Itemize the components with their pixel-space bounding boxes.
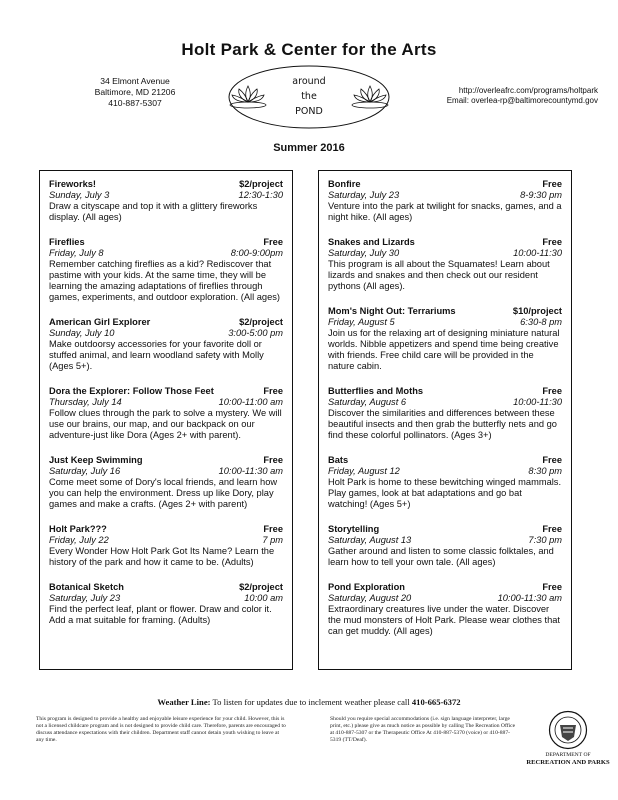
event-price: $2/project xyxy=(239,179,283,189)
department-line1: DEPARTMENT OF xyxy=(545,752,591,758)
event-item xyxy=(328,455,562,510)
event-description: Draw a cityscape and top it with a glittery fireworks display. (All ages) xyxy=(49,201,258,222)
event-date: Saturday, July 23 xyxy=(49,593,121,603)
contact-block xyxy=(447,86,598,106)
event-price: Free xyxy=(263,386,283,396)
event-description: Gather around and listen to some classic folktales, and learn how to tell your own tale. (All ages) xyxy=(328,546,554,567)
event-time: 10:00-11:00 am xyxy=(218,397,283,407)
department-name xyxy=(520,752,616,766)
event-description: Remember catching fireflies as a kid? Rediscover that pastime with your kids. At the same time, they will be learning the amazing adaptations of fireflies through games, experiments, and outdoor exploration. (All ages) xyxy=(49,259,280,302)
logo-text-around: around xyxy=(292,76,326,87)
event-time: 8:00-9:00pm xyxy=(230,248,283,258)
event-item xyxy=(49,524,283,568)
weather-label: Weather Line: xyxy=(157,697,211,707)
event-item xyxy=(328,237,562,292)
event-date: Friday, July 8 xyxy=(49,248,104,258)
around-the-pond-logo xyxy=(226,64,392,130)
event-date: Saturday, August 13 xyxy=(328,535,412,545)
event-description: Make outdoorsy accessories for your favorite doll or stuffed animal, and learn woodland safety with Molly (Ages 5+). xyxy=(49,339,264,371)
event-time: 10:00-11:30 am xyxy=(497,593,562,603)
event-date: Saturday, July 16 xyxy=(49,466,121,476)
event-price: $2/project xyxy=(239,582,283,592)
logo-text-the: the xyxy=(301,91,317,102)
event-description: Discover the similarities and differences between these beautiful insects and then grab the butterfly nets and go find these colorful pollinators. (Ages 3+) xyxy=(328,408,557,440)
event-description: Holt Park is home to these bewitching winged mammals. Play games, look at bat adaptations and go bat watching! (Ages 5+) xyxy=(328,477,562,509)
event-time: 7 pm xyxy=(262,535,283,545)
event-date: Thursday, July 14 xyxy=(49,397,122,407)
event-date: Saturday, August 6 xyxy=(328,397,407,407)
event-price: $2/project xyxy=(239,317,283,327)
event-title: Dora the Explorer: Follow Those Feet xyxy=(49,386,214,396)
weather-phone: 410-665-6372 xyxy=(411,697,461,707)
event-description: Find the perfect leaf, plant or flower. Draw and color it. Add a mat suitable for framing. (Adults) xyxy=(49,604,272,625)
event-title: Just Keep Swimming xyxy=(49,455,143,465)
event-description: Join us for the relaxing art of designing miniature natural worlds. Nibble appetizers and spend time being creative with friends. Free child care will be provided in the nature cabin. xyxy=(328,328,560,371)
address-city: Baltimore, MD 21206 xyxy=(94,87,176,97)
address-phone: 410-887-5307 xyxy=(108,98,162,108)
event-date: Sunday, July 3 xyxy=(49,190,110,200)
email-link[interactable]: Email: overlea-rp@baltimorecountymd.gov xyxy=(446,96,598,105)
page-title: Holt Park & Center for the Arts xyxy=(181,40,437,59)
event-title: Snakes and Lizards xyxy=(328,237,415,247)
event-item xyxy=(328,524,562,568)
event-item xyxy=(49,455,283,510)
event-title: Storytelling xyxy=(328,524,380,534)
event-description: Extraordinary creatures live under the water. Discover the mud monsters of Holt Park. Please wear clothes that can get muddy. (All ages) xyxy=(328,604,561,636)
event-price: Free xyxy=(263,524,283,534)
event-price: Free xyxy=(542,386,562,396)
event-price: $10/project xyxy=(512,306,562,316)
event-item xyxy=(49,179,283,223)
event-time: 10:00-11:30 am xyxy=(218,466,283,476)
event-title: Botanical Sketch xyxy=(49,582,124,592)
event-title: Mom's Night Out: Terrariums xyxy=(328,306,456,316)
event-title: Butterflies and Moths xyxy=(328,386,424,396)
event-time: 3:00-5:00 pm xyxy=(228,328,283,338)
event-price: Free xyxy=(542,455,562,465)
event-title: American Girl Explorer xyxy=(49,317,151,327)
event-description: Every Wonder How Holt Park Got Its Name? Learn the history of the park and how it came to be. (Adults) xyxy=(49,546,275,567)
department-line2: RECREATION AND PARKS xyxy=(526,759,610,766)
event-item xyxy=(49,386,283,441)
address-street: 34 Elmont Avenue xyxy=(100,76,170,86)
event-title: Bats xyxy=(328,455,349,465)
logo-text-pond: POND xyxy=(295,106,323,117)
event-date: Friday, August 5 xyxy=(328,317,395,327)
footer-disclaimer: This program is designed to provide a healthy and enjoyable leisure experience for your child. However, this is not a licensed childcare program and is not designed to provide child care. Therefore, parents are encouraged to discuss attendance expectations with their children. Department staff cannot detain youth wishing to leave at any time. xyxy=(36,716,286,743)
website-link[interactable]: http://overleafrc.com/programs/holtpark xyxy=(458,86,598,95)
event-time: 10:00-11:30 xyxy=(513,397,562,407)
event-time: 8:30 pm xyxy=(528,466,562,476)
event-date: Saturday, July 23 xyxy=(328,190,400,200)
event-title: Holt Park??? xyxy=(49,524,107,534)
event-title: Fireflies xyxy=(49,237,85,247)
event-price: Free xyxy=(542,524,562,534)
event-item xyxy=(328,582,562,637)
event-date: Friday, July 22 xyxy=(49,535,109,545)
county-seal-icon xyxy=(548,710,588,750)
event-date: Saturday, July 30 xyxy=(328,248,400,258)
right-events-column xyxy=(318,170,572,670)
event-title: Pond Exploration xyxy=(328,582,405,592)
weather-line xyxy=(0,697,618,707)
event-date: Saturday, August 20 xyxy=(328,593,412,603)
event-date: Sunday, July 10 xyxy=(49,328,115,338)
event-price: Free xyxy=(542,582,562,592)
event-item xyxy=(49,237,283,303)
footer-accommodations: Should you require special accommodations (i.e. sign language interpreter, large print, etc.) please give as much notice as possible by calling The Recreation Office at 410-887-5307 or the Therapeutic Office At 410-887-5370 (voice) or 410-887-5319 (TT/Deaf). xyxy=(330,716,516,743)
weather-text: To listen for updates due to inclement weather please call xyxy=(210,697,412,707)
event-time: 10:00 am xyxy=(244,593,283,603)
event-description: Venture into the park at twilight for snacks, games, and a night hike. (All ages) xyxy=(328,201,562,222)
event-description: This program is all about the Squamates! Learn about lizards and snakes and then check out our resident pythons (All ages). xyxy=(328,259,550,291)
season-heading: Summer 2016 xyxy=(273,142,345,154)
event-description: Follow clues through the park to solve a mystery. We will use our brains, our map, and our backpack on our adventure-just like Dora (Ages 2+ with parent). xyxy=(49,408,282,440)
event-description: Come meet some of Dory's local friends, and learn how you can help the environment. Dress up like Dory, play games and make a crafts. (Ages 2+ with parent) xyxy=(49,477,278,509)
event-title: Bonfire xyxy=(328,179,361,189)
event-item xyxy=(328,386,562,441)
event-date: Friday, August 12 xyxy=(328,466,400,476)
left-events-column xyxy=(39,170,293,670)
event-item xyxy=(328,179,562,223)
event-time: 10:00-11:30 xyxy=(513,248,562,258)
event-time: 12:30-1:30 xyxy=(238,190,283,200)
event-price: Free xyxy=(263,237,283,247)
event-time: 8-9:30 pm xyxy=(520,190,562,200)
event-price: Free xyxy=(263,455,283,465)
event-time: 6:30-8 pm xyxy=(520,317,562,327)
event-item xyxy=(328,306,562,372)
event-time: 7:30 pm xyxy=(528,535,562,545)
event-title: Fireworks! xyxy=(49,179,97,189)
event-price: Free xyxy=(542,237,562,247)
event-item xyxy=(49,582,283,626)
event-price: Free xyxy=(542,179,562,189)
event-item xyxy=(49,317,283,372)
address-block xyxy=(80,76,190,109)
